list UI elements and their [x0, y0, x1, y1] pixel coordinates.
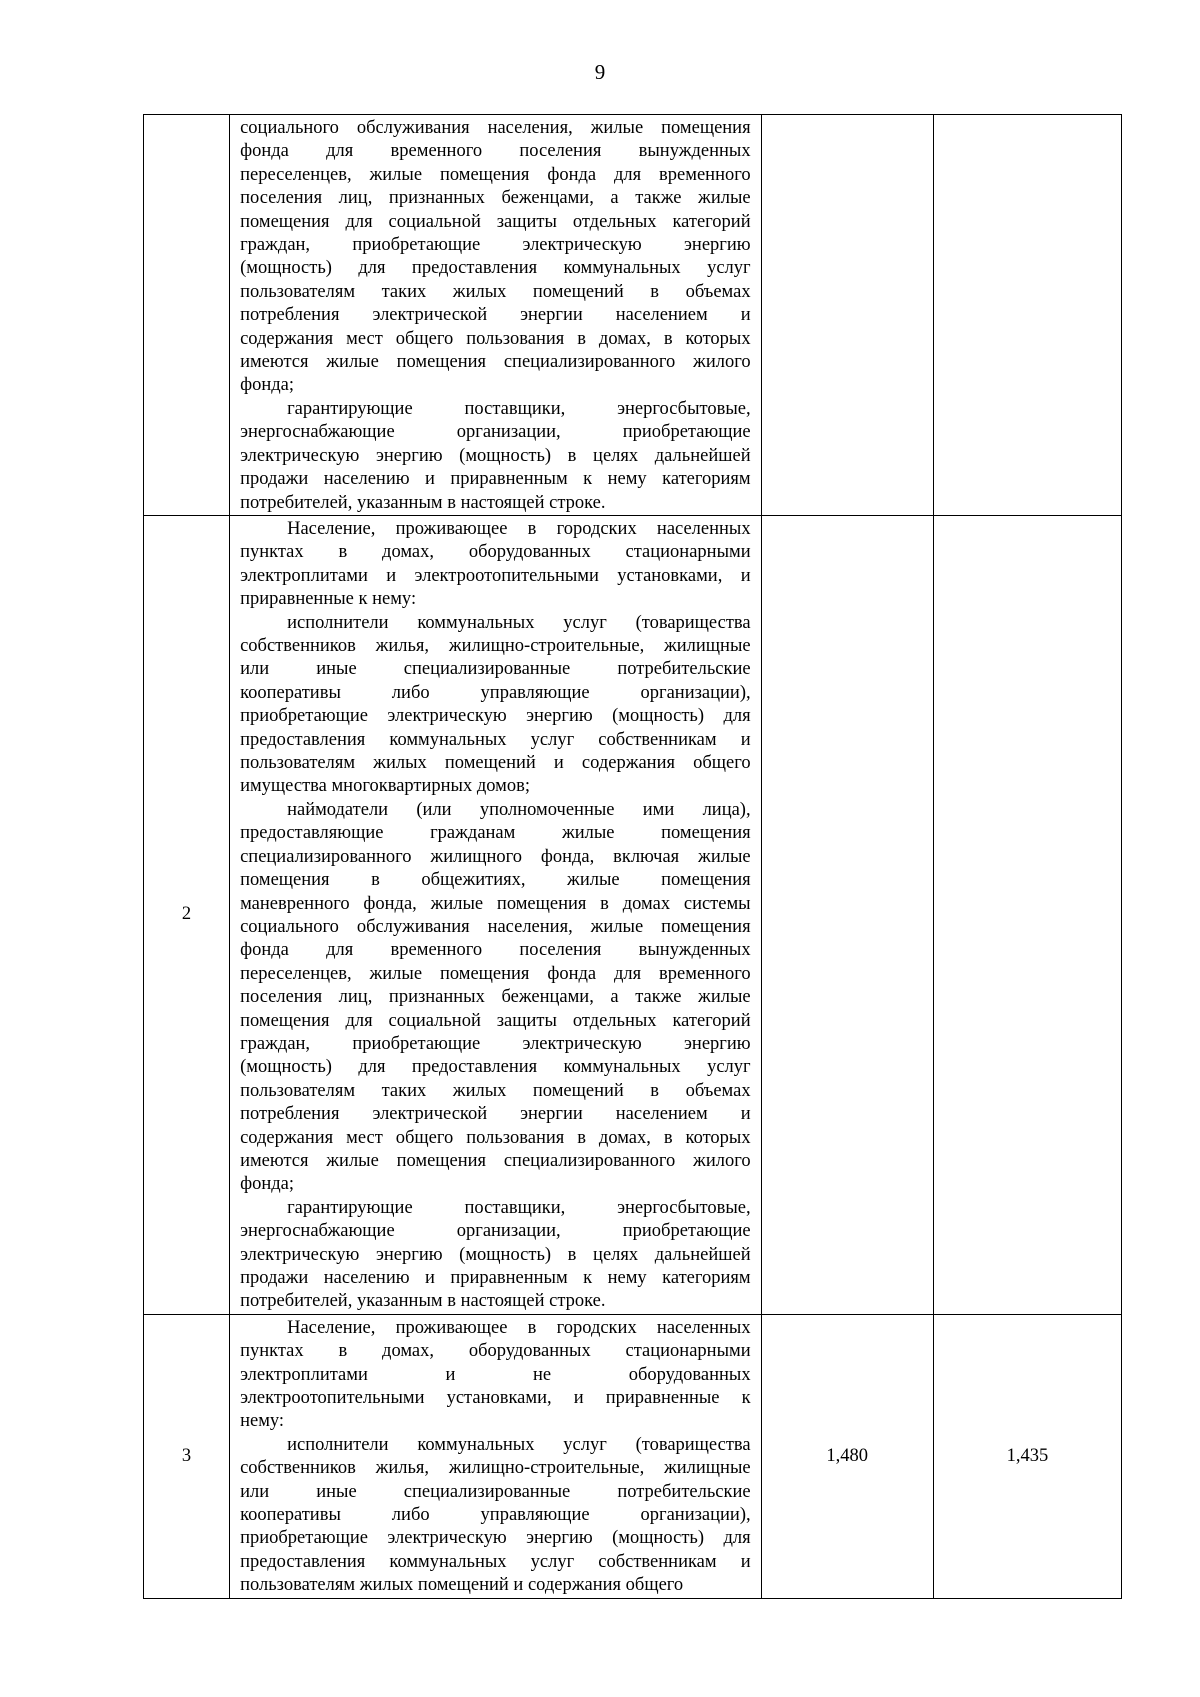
text-line: (мощность) для предоставления коммунальных услуг: [240, 1057, 751, 1078]
tariff-table: [143, 114, 1122, 1599]
consumer-category-cell: [230, 115, 762, 516]
tariff-table-body: [144, 115, 1122, 1599]
text-line: предоставляющие гражданам жилые помещения: [240, 823, 751, 844]
text-line: энергоснабжающие организации, приобретающие: [240, 422, 751, 443]
text-line: пользователям жилых помещений и содержания общего: [240, 753, 751, 774]
tariff-value-2-cell: [933, 115, 1121, 516]
text-line: поселения лиц, признанных беженцами, а также жилые: [240, 987, 751, 1008]
text-line: маневренного фонда, жилые помещения в домах системы: [240, 893, 751, 914]
text-line: социального обслуживания населения, жилые помещения: [240, 118, 751, 138]
text-line: нему:: [240, 1411, 285, 1432]
text-line: пользователям таких жилых помещений в объемах: [240, 1080, 751, 1101]
text-line: социального обслуживания населения, жилые помещения: [240, 916, 751, 937]
text-line: имеются жилые помещения специализированного жилого: [240, 1150, 751, 1171]
text-line: или иные специализированные потребительские: [240, 659, 751, 680]
text-line: электрическую энергию (мощность) в целях дальнейшей: [240, 445, 751, 466]
text-line: помещения для социальной защиты отдельных категорий: [240, 211, 751, 232]
text-line: предоставления коммунальных услуг собственникам и: [240, 1551, 751, 1572]
text-line: исполнители коммунальных услуг (товарищества: [287, 612, 751, 633]
text-line: или иные специализированные потребительские: [240, 1481, 751, 1502]
text-line: фонда;: [240, 1174, 294, 1195]
tariff-value-1-cell: 1,480: [761, 1314, 933, 1598]
table-row: [144, 516, 1122, 1315]
text-line: пользователям жилых помещений и содержания общего: [240, 1575, 684, 1596]
text-line: гарантирующие поставщики, энергосбытовые,: [287, 1197, 751, 1218]
text-line: специализированного жилищного фонда, включая жилые: [240, 846, 751, 867]
text-line: потребления электрической энергии населением и: [240, 1104, 751, 1125]
table-row: [144, 1314, 1122, 1598]
text-line: электроплитами и не оборудованных: [240, 1364, 751, 1385]
tariff-value-2-cell: 1,435: [933, 1314, 1121, 1598]
text-line: электроотопительными установками, и приравненные к: [240, 1388, 751, 1409]
row-number-cell: 2: [144, 516, 230, 1315]
text-line: переселенцев, жилые помещения фонда для временного: [240, 164, 751, 185]
row-number-cell: [144, 115, 230, 516]
text-line: Население, проживающее в городских населенных: [287, 1317, 751, 1338]
text-line: поселения лиц, признанных беженцами, а также жилые: [240, 188, 751, 209]
text-line: пунктах в домах, оборудованных стационарными: [240, 542, 751, 563]
text-line: имеются жилые помещения специализированного жилого: [240, 352, 751, 373]
text-line: переселенцев, жилые помещения фонда для временного: [240, 963, 751, 984]
row-number-cell: 3: [144, 1314, 230, 1598]
text-line: исполнители коммунальных услуг (товарищества: [287, 1434, 751, 1455]
text-line: приобретающие электрическую энергию (мощность) для: [240, 1528, 751, 1549]
consumer-category-cell: [230, 1314, 762, 1598]
text-line: помещения для социальной защиты отдельных категорий: [240, 1010, 751, 1031]
tariff-value-2-cell: [933, 516, 1121, 1315]
text-line: энергоснабжающие организации, приобретающие: [240, 1221, 751, 1242]
text-line: потребления электрической энергии населением и: [240, 305, 751, 326]
text-line: собственников жилья, жилищно-строительные, жилищные: [240, 1458, 751, 1479]
text-line: электроплитами и электроотопительными установками, и: [240, 565, 751, 586]
table-row: [144, 115, 1122, 516]
text-line: фонда для временного поселения вынужденных: [240, 940, 751, 961]
text-line: наймодатели (или уполномоченные ими лица),: [287, 799, 751, 820]
text-line: фонда;: [240, 375, 294, 396]
consumer-category-cell: [230, 516, 762, 1315]
text-line: содержания мест общего пользования в домах, в которых: [240, 1127, 751, 1148]
text-line: продажи населению и приравненным к нему категориям: [240, 469, 751, 490]
text-line: граждан, приобретающие электрическую энергию: [240, 1033, 751, 1054]
tariff-value-1-cell: [761, 516, 933, 1315]
text-line: кооперативы либо управляющие организации),: [240, 682, 751, 703]
text-line: потребителей, указанным в настоящей строке.: [240, 492, 606, 513]
text-line: Население, проживающее в городских населенных: [287, 519, 751, 539]
text-line: потребителей, указанным в настоящей строке.: [240, 1291, 606, 1312]
text-line: помещения в общежитиях, жилые помещения: [240, 870, 751, 891]
text-line: электрическую энергию (мощность) в целях дальнейшей: [240, 1244, 751, 1265]
text-line: фонда для временного поселения вынужденных: [240, 141, 751, 162]
text-line: (мощность) для предоставления коммунальных услуг: [240, 258, 751, 279]
text-line: гарантирующие поставщики, энергосбытовые,: [287, 398, 751, 419]
text-line: пользователям таких жилых помещений в объемах: [240, 281, 751, 302]
text-line: собственников жилья, жилищно-строительные, жилищные: [240, 636, 751, 657]
text-line: предоставления коммунальных услуг собственникам и: [240, 729, 751, 750]
text-line: продажи населению и приравненным к нему категориям: [240, 1268, 751, 1288]
text-line: пунктах в домах, оборудованных стационарными: [240, 1341, 751, 1362]
text-line: содержания мест общего пользования в домах, в которых: [240, 328, 751, 349]
text-line: кооперативы либо управляющие организации),: [240, 1505, 751, 1526]
text-line: граждан, приобретающие электрическую энергию: [240, 235, 751, 256]
page-number: 9: [594, 60, 606, 84]
text-line: приобретающие электрическую энергию (мощность) для: [240, 706, 751, 727]
text-line: имущества многоквартирных домов;: [240, 776, 530, 797]
tariff-value-1-cell: [761, 115, 933, 516]
text-line: приравненные к нему:: [240, 589, 417, 610]
